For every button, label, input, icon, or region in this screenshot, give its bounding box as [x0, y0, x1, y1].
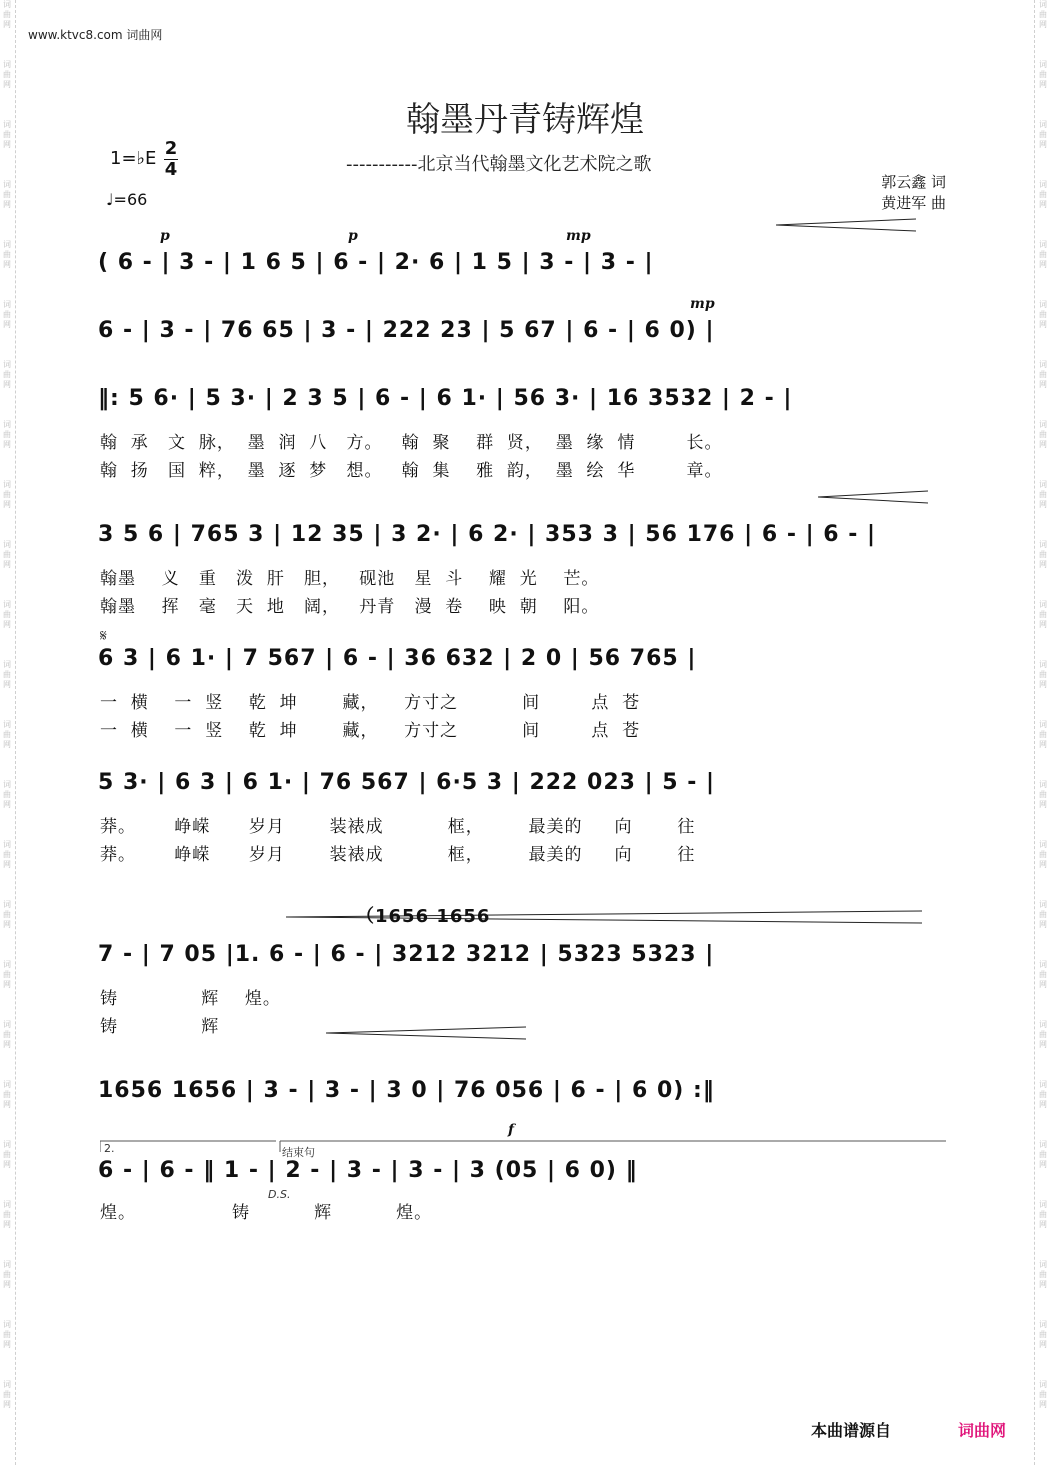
lyric-row-4-verse-1: 翰墨 义 重 泼 肝 胆， 砚池 星 斗 耀 光 芒。 [100, 569, 600, 589]
lyric-row-5-verse-2: 一 横 一 竖 乾 坤 藏， 方寸之 间 点 苍 [100, 721, 641, 741]
dynamic-p-2: p [348, 228, 358, 244]
watermark-glyph: 词 曲 网 [3, 660, 11, 689]
score-row-7: 7 - | 7 05 |1. 6 - | 6 - | 3212 3212 | 5323 5323 | [98, 942, 715, 967]
lyric-row-7-verse-2: 铸 辉 [100, 1017, 220, 1037]
left-watermark-strip [0, 0, 14, 1465]
tempo-marking: ♩=66 [106, 190, 148, 209]
lyric-row-9: 煌。 铸 辉 煌。 [100, 1203, 433, 1223]
watermark-glyph: 词 曲 网 [1039, 1200, 1047, 1229]
watermark-glyph: 词 曲 网 [1039, 240, 1047, 269]
watermark-glyph: 词 曲 网 [3, 0, 11, 29]
watermark-glyph: 词 曲 网 [1039, 1080, 1047, 1109]
watermark-glyph: 词 曲 网 [3, 600, 11, 629]
score-row-9: 6 - | 6 - ‖ 1 - | 2 - | 3 - | 3 - | 3 (05 | 6 0) ‖ [98, 1158, 638, 1183]
watermark-glyph: 词 曲 网 [1039, 180, 1047, 209]
site-url[interactable]: www.ktvc8.com 词曲网 [28, 28, 163, 42]
score-row-6: 5 3· | 6 3 | 6 1· | 76 567 | 6·5 3 | 222 023 | 5 - | [98, 770, 716, 795]
watermark-glyph: 词 曲 网 [3, 1080, 11, 1109]
watermark-glyph: 词 曲 网 [1039, 600, 1047, 629]
watermark-glyph: 词 曲 网 [1039, 1260, 1047, 1289]
dal-segno-mark: D.S. [268, 1188, 291, 1201]
watermark-glyph: 词 曲 网 [1039, 1020, 1047, 1049]
watermark-glyph: 词 曲 网 [3, 1320, 11, 1349]
watermark-glyph: 词 曲 网 [1039, 1380, 1047, 1409]
left-divider [15, 0, 17, 1465]
watermark-glyph: 词 曲 网 [1039, 720, 1047, 749]
time-signature [164, 140, 178, 179]
watermark-glyph: 词 曲 网 [1039, 300, 1047, 329]
source-label: 本曲谱源自 [811, 1421, 892, 1440]
time-sig-bottom: 4 [164, 159, 178, 180]
watermark-glyph: 词 曲 网 [3, 960, 11, 989]
dynamic-mp-2: mp [690, 296, 715, 312]
watermark-glyph: 词 曲 网 [3, 1140, 11, 1169]
watermark-glyph: 词 曲 网 [3, 840, 11, 869]
watermark-glyph: 词 曲 网 [3, 420, 11, 449]
watermark-glyph: 词 曲 网 [1039, 1320, 1047, 1349]
watermark-glyph: 词 曲 网 [3, 1380, 11, 1409]
watermark-glyph: 词 曲 网 [1039, 540, 1047, 569]
volta-bracket [100, 1140, 950, 1154]
watermark-glyph: 词 曲 网 [3, 1260, 11, 1289]
watermark-glyph: 词 曲 网 [1039, 840, 1047, 869]
key-signature: 1=♭E [110, 148, 157, 169]
score-row-8: 1656 1656 | 3 - | 3 - | 3 0 | 76 056 | 6 - | 6 0) :‖ [98, 1078, 715, 1103]
watermark-glyph: 词 曲 网 [1039, 420, 1047, 449]
score-row-2: 6 - | 3 - | 76 65 | 3 - | 222 23 | 5 67 | 6 - | 6 0) | [98, 318, 715, 343]
watermark-glyph: 词 曲 网 [1039, 960, 1047, 989]
score-row-4: 3 5 6 | 765 3 | 12 35 | 3 2· | 6 2· | 353 3 | 56 176 | 6 - | 6 - | [98, 522, 877, 547]
watermark-glyph: 词 曲 网 [3, 540, 11, 569]
source-brand-link[interactable]: 词曲网 [958, 1421, 1007, 1440]
watermark-glyph: 词 曲 网 [1039, 900, 1047, 929]
watermark-glyph: 词 曲 网 [1039, 480, 1047, 509]
watermark-glyph: 词 曲 网 [1039, 660, 1047, 689]
watermark-glyph: 词 曲 网 [3, 720, 11, 749]
lyric-row-3-verse-1: 翰 承 文 脉， 墨 润 八 方。 翰 聚 群 贤， 墨 缘 情 长。 [100, 433, 723, 453]
score-row-7-upper: （1656 1656 [356, 906, 491, 927]
lyric-row-6-verse-1: 莽。 峥嵘 岁月 装裱成 框， 最美的 向 往 [100, 817, 696, 837]
watermark-glyph: 词 曲 网 [1039, 60, 1047, 89]
lyric-row-3-verse-2: 翰 扬 国 粹， 墨 逐 梦 想。 翰 集 雅 韵， 墨 绘 华 章。 [100, 461, 723, 481]
song-subtitle: -----------北京当代翰墨文化艺术院之歌 [346, 154, 652, 175]
watermark-glyph: 词 曲 网 [1039, 780, 1047, 809]
watermark-glyph: 词 曲 网 [3, 360, 11, 389]
score-row-5: 6 3 | 6 1· | 7 567 | 6 - | 36 632 | 2 0 | 56 765 | [98, 646, 697, 671]
watermark-glyph: 词 曲 网 [3, 780, 11, 809]
score-row-1: ( 6 - | 3 - | 1 6 5 | 6 - | 2· 6 | 1 5 | 3 - | 3 - | [98, 250, 654, 275]
watermark-glyph: 词 曲 网 [3, 480, 11, 509]
watermark-glyph: 词 曲 网 [1039, 120, 1047, 149]
volta-2-label: 2. [104, 1142, 115, 1155]
crescendo-hairpin-2 [818, 490, 928, 504]
watermark-glyph: 词 曲 网 [3, 240, 11, 269]
right-divider [1034, 0, 1036, 1465]
credits [881, 172, 946, 214]
decrescendo-hairpin-1 [776, 218, 916, 232]
watermark-glyph: 词 曲 网 [3, 180, 11, 209]
watermark-glyph: 词 曲 网 [3, 900, 11, 929]
time-sig-top: 2 [164, 138, 178, 159]
watermark-glyph: 词 曲 网 [3, 1020, 11, 1049]
ending-phrase-label: 结束句 [282, 1146, 315, 1159]
dynamic-f: f [508, 1122, 515, 1138]
lyricist: 郭云鑫 词 [881, 173, 946, 191]
dynamic-mp-1: mp [566, 228, 591, 244]
lyric-row-5-verse-1: 一 横 一 竖 乾 坤 藏， 方寸之 间 点 苍 [100, 693, 641, 713]
segno-sign: 𝄋 [100, 626, 107, 645]
lyric-row-7-verse-1: 铸 辉 煌。 [100, 989, 281, 1009]
watermark-glyph: 词 曲 网 [1039, 0, 1047, 29]
watermark-glyph: 词 曲 网 [1039, 360, 1047, 389]
lyric-row-6-verse-2: 莽。 峥嵘 岁月 装裱成 框， 最美的 向 往 [100, 845, 696, 865]
dynamic-p-1: p [160, 228, 170, 244]
watermark-glyph: 词 曲 网 [3, 300, 11, 329]
song-title: 翰墨丹青铸辉煌 [406, 100, 644, 140]
composer: 黄进军 曲 [881, 194, 946, 212]
score-row-3: ‖: 5 6· | 5 3· | 2 3 5 | 6 - | 6 1· | 56 3· | 16 3532 | 2 - | [98, 386, 793, 411]
watermark-glyph: 词 曲 网 [3, 120, 11, 149]
watermark-glyph: 词 曲 网 [3, 60, 11, 89]
right-watermark-strip [1036, 0, 1050, 1465]
watermark-glyph: 词 曲 网 [1039, 1140, 1047, 1169]
lyric-row-4-verse-2: 翰墨 挥 毫 天 地 阔， 丹青 漫 卷 映 朝 阳。 [100, 597, 600, 617]
watermark-glyph: 词 曲 网 [3, 1200, 11, 1229]
